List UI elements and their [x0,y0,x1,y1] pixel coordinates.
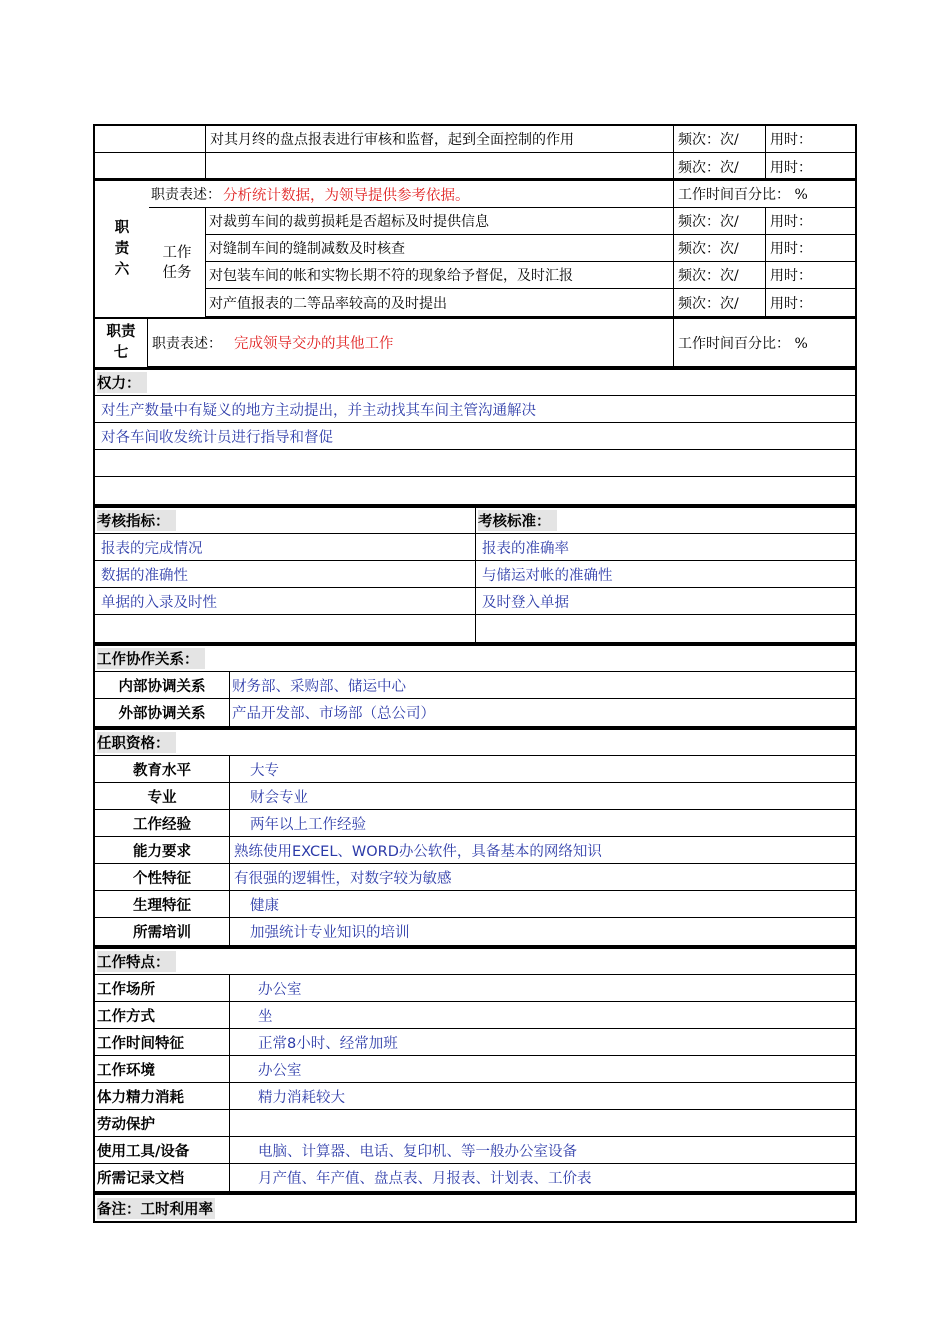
feature-label: 所需记录文档 [97,1171,184,1187]
duty-seven [93,318,857,368]
qualification-label: 所需培训 [133,925,191,941]
feature-value: 电脑、计算器、电话、复印机、等一般办公室设备 [229,1137,857,1163]
features-section [93,947,857,1193]
assessment-row [95,561,855,588]
qualification-row [95,891,855,918]
duty-six [93,180,857,318]
frequency: 频次：次/ [673,126,765,152]
feature-row [95,1029,855,1056]
cooperation-title: 工作协作关系： [97,648,205,669]
feature-row [95,1056,855,1083]
remark-title: 备注：工时利用率 [97,1198,215,1219]
assessment-section [93,506,857,644]
job-description-sheet [93,124,857,1223]
feature-label: 体力精力消耗 [97,1089,184,1106]
qualification-label: 个性特征 [133,870,191,887]
cooperation-row [95,699,855,726]
task-row [95,126,855,153]
indicator [101,615,475,642]
frequency: 频次：次/ [673,262,765,288]
authority-item [95,450,855,477]
qualification-value: 有很强的逻辑性，对数字较为敏感 [229,864,857,890]
qualification-value: 大专 [229,756,857,782]
feature-value [229,1110,857,1136]
duty-continuation [93,124,857,180]
desc-label: 职责表述： [152,335,222,352]
task-row [95,262,855,289]
feature-value: 月产值、年产值、盘点表、月报表、计划表、工价表 [229,1164,857,1191]
duration: 用时： [765,126,857,152]
relation-label: 内部协调关系 [118,678,206,695]
qualification-value: 熟练使用EXCEL、WORD办公软件，具备基本的网络知识 [229,837,857,863]
feature-row [95,1110,855,1137]
qualification-title: 任职资格： [97,732,176,753]
indicator: 数据的准确性 [101,567,188,584]
features-title: 工作特点： [97,951,176,972]
feature-value: 坐 [229,1002,857,1028]
feature-label: 工作环境 [97,1062,155,1079]
indicator: 报表的完成情况 [101,540,203,557]
task-text [205,153,673,180]
qualification-section [93,728,857,947]
standard [475,615,857,642]
task-row [95,208,855,235]
duration: 用时： [765,289,857,317]
authority-item [95,477,855,504]
indicator-title: 考核指标： [97,510,176,531]
qualification-row [95,810,855,837]
feature-row [95,1002,855,1029]
desc-label: 职责表述： [151,187,221,203]
task-row [95,153,855,180]
feature-row [95,1164,855,1191]
duty-label: 职 责 六 [95,181,149,317]
task-row [95,235,855,262]
duty-description: 分析统计数据，为领导提供参考依据。 [223,187,470,204]
feature-value: 精力消耗较大 [229,1083,857,1109]
duty-desc-row [95,181,855,208]
duration: 用时： [765,262,857,288]
task-text: 对包装车间的帐和实物长期不符的现象给予督促，及时汇报 [205,262,673,288]
qualification-label: 生理特征 [133,897,191,914]
feature-label: 工作场所 [97,981,155,998]
feature-value: 办公室 [229,1056,857,1082]
qualification-label: 工作经验 [133,816,191,833]
indicator: 单据的入录及时性 [101,594,217,611]
task-text: 对产值报表的二等品率较高的及时提出 [205,289,673,317]
qualification-value: 健康 [229,891,857,917]
remark-section [93,1193,857,1223]
qualification-value: 两年以上工作经验 [229,810,857,836]
feature-row [95,1137,855,1164]
cooperation-row [95,672,855,699]
feature-label: 使用工具/设备 [97,1143,190,1160]
relation-value: 财务部、采购部、储运中心 [229,672,857,698]
duration: 用时： [765,153,857,180]
frequency: 频次：次/ [673,235,765,261]
qualification-row [95,756,855,783]
feature-value: 正常8小时、经常加班 [229,1029,857,1055]
duration: 用时： [765,208,857,234]
frequency: 频次：次/ [673,208,765,234]
qualification-row [95,837,855,864]
qualification-row [95,864,855,891]
qualification-row [95,783,855,810]
authority-title: 权力： [97,372,147,393]
task-text: 对缝制车间的缝制减数及时核查 [205,235,673,261]
feature-row [95,1083,855,1110]
relation-value: 产品开发部、市场部（总公司） [229,699,857,726]
assessment-row [95,534,855,561]
duty-description: 完成领导交办的其他工作 [234,336,394,352]
duty-label: 职责 七 [95,319,147,367]
duration: 用时： [765,235,857,261]
assessment-row [95,615,855,642]
qualification-value: 加强统计专业知识的培训 [229,918,857,945]
qualification-label: 能力要求 [133,843,191,860]
qualification-row [95,918,855,945]
time-percent: 工作时间百分比： % [673,319,857,366]
feature-value: 办公室 [229,975,857,1001]
qualification-label: 专业 [147,789,177,806]
task-label: 工作 任务 [149,208,205,317]
authority-item: 对各车间收发统计员进行指导和督促 [95,423,855,450]
authority-section [93,368,857,506]
qualification-value: 财会专业 [229,783,857,809]
standard: 报表的准确率 [475,534,857,560]
standard: 与储运对帐的准确性 [475,561,857,587]
relation-label: 外部协调关系 [118,706,206,722]
feature-row [95,975,855,1002]
feature-label: 工作时间特征 [97,1035,184,1052]
time-percent: 工作时间百分比： % [673,181,857,207]
task-row [95,289,855,318]
cooperation-section [93,644,857,728]
feature-label: 工作方式 [97,1008,155,1025]
standard-title: 考核标准： [478,510,557,531]
authority-item: 对生产数量中有疑义的地方主动提出，并主动找其车间主管沟通解决 [95,396,855,423]
standard: 及时登入单据 [475,588,857,614]
feature-label: 劳动保护 [97,1116,155,1133]
qualification-label: 教育水平 [133,762,191,779]
assessment-row [95,588,855,615]
task-text: 对裁剪车间的裁剪损耗是否超标及时提供信息 [205,208,673,234]
frequency: 频次：次/ [673,153,765,180]
task-text: 对其月终的盘点报表进行审核和监督，起到全面控制的作用 [205,126,673,152]
frequency: 频次：次/ [673,289,765,317]
